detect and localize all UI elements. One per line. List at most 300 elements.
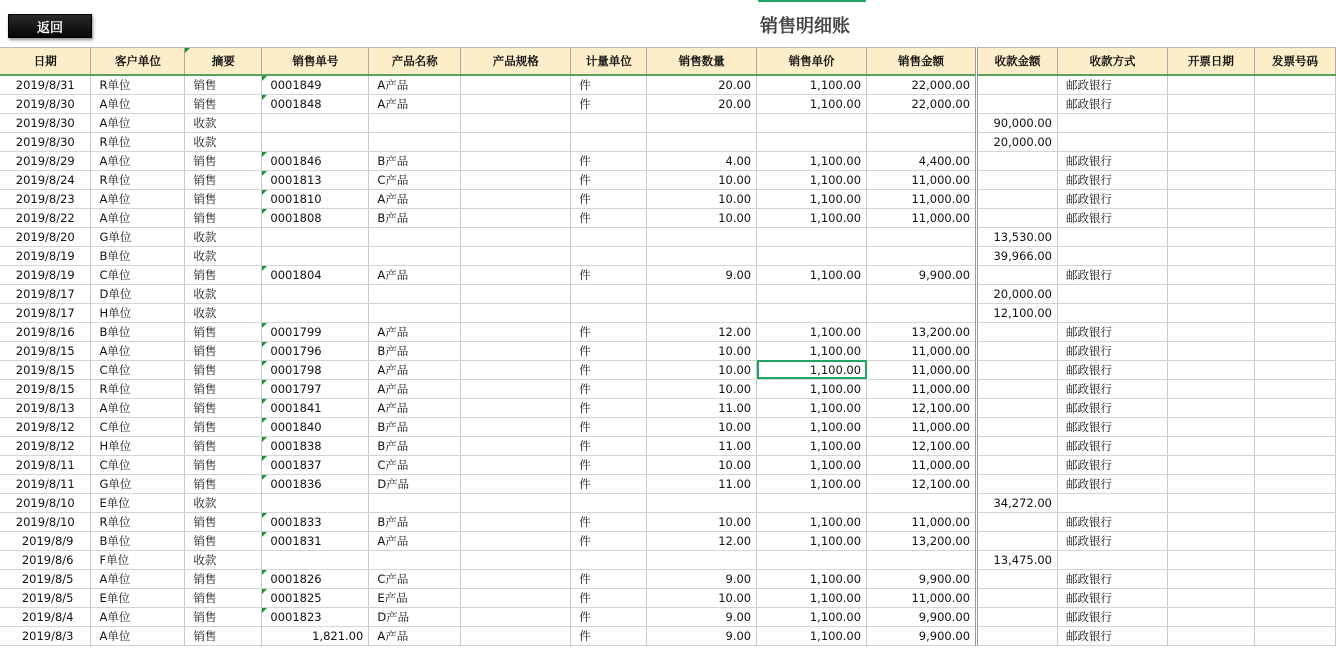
cell-date[interactable]: 2019/8/15 [0,341,91,360]
cell-unit-price[interactable] [757,493,867,512]
cell-product-spec[interactable] [461,626,571,645]
cell-unit-price[interactable]: 1,100.00 [757,417,867,436]
cell-product-name[interactable]: B产品 [369,208,461,227]
cell-payment-method[interactable] [1058,113,1168,132]
cell-product-spec[interactable] [461,436,571,455]
cell-product-name[interactable]: A产品 [369,75,461,95]
cell-quantity[interactable]: 10.00 [647,189,757,208]
cell-product-name[interactable] [369,550,461,569]
cell-unit-price[interactable]: 1,100.00 [757,151,867,170]
cell-quantity[interactable] [647,284,757,303]
cell-order-no[interactable]: 0001797 [262,379,369,398]
column-header-invoice-no[interactable]: 发票号码 [1254,48,1335,75]
cell-product-name[interactable] [369,227,461,246]
cell-quantity[interactable]: 9.00 [647,626,757,645]
cell-unit[interactable]: 件 [571,626,647,645]
cell-product-spec[interactable] [461,113,571,132]
cell-date[interactable]: 2019/8/16 [0,322,91,341]
cell-received-amount[interactable] [977,417,1058,436]
cell-summary[interactable]: 收款 [185,303,262,322]
cell-summary[interactable]: 销售 [185,360,262,379]
cell-unit-price[interactable] [757,246,867,265]
cell-product-name[interactable]: A产品 [369,626,461,645]
cell-customer[interactable]: A单位 [91,398,185,417]
cell-unit-price[interactable]: 1,100.00 [757,569,867,588]
cell-payment-method[interactable] [1058,132,1168,151]
cell-date[interactable]: 2019/8/15 [0,379,91,398]
cell-date[interactable]: 2019/8/15 [0,360,91,379]
cell-product-name[interactable]: A产品 [369,189,461,208]
cell-summary[interactable]: 收款 [185,227,262,246]
cell-amount[interactable] [867,227,977,246]
cell-invoice-date[interactable] [1167,303,1254,322]
cell-product-name[interactable] [369,303,461,322]
cell-date[interactable]: 2019/8/5 [0,569,91,588]
cell-amount[interactable]: 4,400.00 [867,151,977,170]
cell-unit-price[interactable]: 1,100.00 [757,588,867,607]
cell-product-name[interactable]: E产品 [369,588,461,607]
cell-invoice-date[interactable] [1167,455,1254,474]
cell-received-amount[interactable]: 12,100.00 [977,303,1058,322]
cell-amount[interactable] [867,493,977,512]
cell-amount[interactable]: 13,200.00 [867,531,977,550]
cell-customer[interactable]: C单位 [91,360,185,379]
cell-payment-method[interactable]: 邮政银行 [1058,588,1168,607]
cell-quantity[interactable]: 11.00 [647,474,757,493]
cell-product-spec[interactable] [461,569,571,588]
cell-unit[interactable]: 件 [571,569,647,588]
cell-summary[interactable]: 收款 [185,493,262,512]
cell-date[interactable]: 2019/8/23 [0,189,91,208]
cell-order-no[interactable]: 0001837 [262,455,369,474]
cell-received-amount[interactable]: 20,000.00 [977,284,1058,303]
cell-product-spec[interactable] [461,284,571,303]
cell-received-amount[interactable]: 13,475.00 [977,550,1058,569]
cell-product-name[interactable]: A产品 [369,322,461,341]
cell-product-spec[interactable] [461,379,571,398]
cell-unit[interactable]: 件 [571,265,647,284]
cell-quantity[interactable] [647,493,757,512]
cell-unit-price[interactable]: 1,100.00 [757,512,867,531]
cell-invoice-date[interactable] [1167,607,1254,626]
cell-product-name[interactable]: A产品 [369,265,461,284]
cell-invoice-date[interactable] [1167,398,1254,417]
cell-customer[interactable]: H单位 [91,303,185,322]
cell-unit[interactable] [571,493,647,512]
cell-order-no[interactable]: 0001799 [262,322,369,341]
cell-quantity[interactable] [647,303,757,322]
cell-invoice-date[interactable] [1167,246,1254,265]
cell-order-no[interactable]: 0001808 [262,208,369,227]
cell-product-spec[interactable] [461,170,571,189]
cell-order-no[interactable]: 0001825 [262,588,369,607]
column-header-summary[interactable]: 摘要 [185,48,262,75]
cell-payment-method[interactable] [1058,246,1168,265]
cell-unit[interactable]: 件 [571,94,647,113]
cell-unit[interactable]: 件 [571,474,647,493]
cell-quantity[interactable]: 4.00 [647,151,757,170]
cell-payment-method[interactable]: 邮政银行 [1058,474,1168,493]
cell-product-spec[interactable] [461,474,571,493]
cell-unit-price[interactable] [757,113,867,132]
cell-quantity[interactable] [647,132,757,151]
cell-invoice-no[interactable] [1254,550,1335,569]
cell-order-no[interactable] [262,284,369,303]
cell-unit[interactable] [571,132,647,151]
cell-received-amount[interactable] [977,360,1058,379]
column-header-invoice-date[interactable]: 开票日期 [1167,48,1254,75]
cell-invoice-no[interactable] [1254,113,1335,132]
cell-received-amount[interactable] [977,436,1058,455]
cell-invoice-date[interactable] [1167,151,1254,170]
cell-product-spec[interactable] [461,550,571,569]
cell-amount[interactable]: 9,900.00 [867,569,977,588]
cell-quantity[interactable]: 11.00 [647,398,757,417]
cell-amount[interactable]: 11,000.00 [867,360,977,379]
cell-unit-price[interactable]: 1,100.00 [757,341,867,360]
cell-quantity[interactable]: 10.00 [647,379,757,398]
cell-date[interactable]: 2019/8/20 [0,227,91,246]
cell-payment-method[interactable]: 邮政银行 [1058,75,1168,95]
cell-product-spec[interactable] [461,588,571,607]
cell-date[interactable]: 2019/8/19 [0,265,91,284]
cell-invoice-no[interactable] [1254,588,1335,607]
cell-invoice-no[interactable] [1254,170,1335,189]
cell-unit-price[interactable]: 1,100.00 [757,360,867,379]
cell-invoice-no[interactable] [1254,208,1335,227]
cell-product-spec[interactable] [461,132,571,151]
cell-product-name[interactable] [369,246,461,265]
cell-summary[interactable]: 销售 [185,75,262,95]
cell-product-name[interactable]: C产品 [369,455,461,474]
cell-received-amount[interactable]: 20,000.00 [977,132,1058,151]
cell-summary[interactable]: 收款 [185,132,262,151]
cell-payment-method[interactable]: 邮政银行 [1058,341,1168,360]
cell-customer[interactable]: A单位 [91,569,185,588]
cell-unit[interactable] [571,550,647,569]
cell-received-amount[interactable] [977,75,1058,95]
cell-product-name[interactable]: D产品 [369,607,461,626]
cell-summary[interactable]: 销售 [185,436,262,455]
cell-customer[interactable]: A单位 [91,113,185,132]
cell-unit[interactable] [571,227,647,246]
cell-unit[interactable] [571,246,647,265]
cell-quantity[interactable]: 10.00 [647,170,757,189]
cell-date[interactable]: 2019/8/22 [0,208,91,227]
cell-customer[interactable]: H单位 [91,436,185,455]
cell-date[interactable]: 2019/8/9 [0,531,91,550]
cell-summary[interactable]: 销售 [185,341,262,360]
cell-invoice-date[interactable] [1167,588,1254,607]
cell-customer[interactable]: A单位 [91,607,185,626]
cell-unit-price[interactable]: 1,100.00 [757,607,867,626]
cell-product-spec[interactable] [461,151,571,170]
cell-summary[interactable]: 销售 [185,474,262,493]
cell-payment-method[interactable]: 邮政银行 [1058,569,1168,588]
cell-unit-price[interactable]: 1,100.00 [757,75,867,95]
cell-invoice-no[interactable] [1254,417,1335,436]
cell-order-no[interactable]: 0001796 [262,341,369,360]
cell-received-amount[interactable] [977,512,1058,531]
cell-unit[interactable]: 件 [571,398,647,417]
cell-amount[interactable]: 9,900.00 [867,626,977,645]
cell-received-amount[interactable] [977,94,1058,113]
cell-quantity[interactable]: 9.00 [647,607,757,626]
cell-customer[interactable]: R单位 [91,170,185,189]
cell-date[interactable]: 2019/8/10 [0,493,91,512]
cell-order-no[interactable]: 0001804 [262,265,369,284]
cell-order-no[interactable] [262,246,369,265]
cell-unit-price[interactable]: 1,100.00 [757,170,867,189]
cell-invoice-date[interactable] [1167,189,1254,208]
cell-unit[interactable]: 件 [571,512,647,531]
cell-received-amount[interactable]: 90,000.00 [977,113,1058,132]
cell-summary[interactable]: 销售 [185,569,262,588]
cell-customer[interactable]: C单位 [91,265,185,284]
cell-order-no[interactable]: 0001838 [262,436,369,455]
cell-product-spec[interactable] [461,322,571,341]
cell-customer[interactable]: A单位 [91,208,185,227]
cell-amount[interactable]: 9,900.00 [867,265,977,284]
cell-order-no[interactable] [262,493,369,512]
cell-order-no[interactable]: 0001823 [262,607,369,626]
cell-amount[interactable]: 22,000.00 [867,94,977,113]
cell-invoice-date[interactable] [1167,436,1254,455]
cell-quantity[interactable] [647,113,757,132]
cell-order-no[interactable] [262,227,369,246]
cell-unit-price[interactable]: 1,100.00 [757,379,867,398]
cell-amount[interactable]: 11,000.00 [867,588,977,607]
cell-invoice-date[interactable] [1167,227,1254,246]
cell-invoice-no[interactable] [1254,75,1335,95]
cell-product-name[interactable]: B产品 [369,341,461,360]
cell-invoice-no[interactable] [1254,512,1335,531]
cell-invoice-date[interactable] [1167,113,1254,132]
cell-date[interactable]: 2019/8/6 [0,550,91,569]
cell-received-amount[interactable] [977,607,1058,626]
cell-payment-method[interactable] [1058,284,1168,303]
cell-amount[interactable]: 11,000.00 [867,208,977,227]
cell-payment-method[interactable]: 邮政银行 [1058,398,1168,417]
cell-date[interactable]: 2019/8/24 [0,170,91,189]
cell-unit[interactable] [571,113,647,132]
cell-payment-method[interactable] [1058,550,1168,569]
cell-quantity[interactable] [647,550,757,569]
cell-invoice-date[interactable] [1167,379,1254,398]
cell-summary[interactable]: 销售 [185,379,262,398]
cell-received-amount[interactable] [977,341,1058,360]
cell-summary[interactable]: 销售 [185,531,262,550]
cell-received-amount[interactable] [977,265,1058,284]
cell-quantity[interactable]: 10.00 [647,512,757,531]
cell-invoice-date[interactable] [1167,75,1254,95]
cell-received-amount[interactable] [977,455,1058,474]
cell-invoice-no[interactable] [1254,189,1335,208]
cell-invoice-date[interactable] [1167,341,1254,360]
cell-customer[interactable]: A单位 [91,151,185,170]
cell-unit-price[interactable] [757,227,867,246]
cell-customer[interactable]: A单位 [91,189,185,208]
cell-payment-method[interactable]: 邮政银行 [1058,360,1168,379]
cell-summary[interactable]: 收款 [185,284,262,303]
cell-product-name[interactable]: A产品 [369,531,461,550]
cell-date[interactable]: 2019/8/29 [0,151,91,170]
cell-quantity[interactable]: 12.00 [647,531,757,550]
cell-received-amount[interactable] [977,569,1058,588]
cell-summary[interactable]: 收款 [185,550,262,569]
column-header-product-name[interactable]: 产品名称 [369,48,461,75]
cell-product-spec[interactable] [461,455,571,474]
cell-product-spec[interactable] [461,417,571,436]
cell-payment-method[interactable]: 邮政银行 [1058,436,1168,455]
cell-date[interactable]: 2019/8/30 [0,132,91,151]
cell-product-name[interactable]: B产品 [369,417,461,436]
column-header-unit-price[interactable]: 销售单价 [757,48,867,75]
cell-unit[interactable] [571,284,647,303]
cell-invoice-no[interactable] [1254,436,1335,455]
cell-unit-price[interactable]: 1,100.00 [757,189,867,208]
cell-amount[interactable]: 12,100.00 [867,398,977,417]
cell-unit-price[interactable]: 1,100.00 [757,474,867,493]
cell-product-spec[interactable] [461,94,571,113]
cell-product-spec[interactable] [461,208,571,227]
cell-date[interactable]: 2019/8/17 [0,284,91,303]
cell-customer[interactable]: R单位 [91,379,185,398]
cell-date[interactable]: 2019/8/17 [0,303,91,322]
cell-summary[interactable]: 销售 [185,455,262,474]
cell-product-spec[interactable] [461,341,571,360]
cell-unit[interactable]: 件 [571,170,647,189]
cell-quantity[interactable]: 10.00 [647,208,757,227]
cell-customer[interactable]: R单位 [91,132,185,151]
column-header-amount[interactable]: 销售金额 [867,48,977,75]
cell-invoice-date[interactable] [1167,474,1254,493]
cell-summary[interactable]: 销售 [185,189,262,208]
cell-quantity[interactable]: 9.00 [647,569,757,588]
cell-received-amount[interactable] [977,588,1058,607]
cell-amount[interactable]: 12,100.00 [867,474,977,493]
cell-invoice-date[interactable] [1167,322,1254,341]
cell-summary[interactable]: 销售 [185,512,262,531]
cell-product-name[interactable] [369,493,461,512]
cell-unit[interactable]: 件 [571,151,647,170]
cell-quantity[interactable]: 11.00 [647,436,757,455]
cell-order-no[interactable] [262,132,369,151]
cell-unit[interactable]: 件 [571,531,647,550]
cell-product-spec[interactable] [461,303,571,322]
cell-received-amount[interactable] [977,208,1058,227]
cell-received-amount[interactable]: 13,530.00 [977,227,1058,246]
cell-summary[interactable]: 销售 [185,151,262,170]
cell-amount[interactable]: 11,000.00 [867,170,977,189]
cell-product-name[interactable]: C产品 [369,170,461,189]
cell-date[interactable]: 2019/8/19 [0,246,91,265]
cell-payment-method[interactable]: 邮政银行 [1058,170,1168,189]
cell-invoice-no[interactable] [1254,379,1335,398]
cell-unit-price[interactable] [757,284,867,303]
cell-invoice-date[interactable] [1167,94,1254,113]
cell-summary[interactable]: 销售 [185,626,262,645]
cell-amount[interactable]: 11,000.00 [867,341,977,360]
cell-invoice-date[interactable] [1167,512,1254,531]
cell-quantity[interactable]: 10.00 [647,341,757,360]
cell-invoice-no[interactable] [1254,493,1335,512]
cell-order-no[interactable] [262,303,369,322]
cell-product-name[interactable]: A产品 [369,360,461,379]
cell-amount[interactable] [867,284,977,303]
cell-summary[interactable]: 销售 [185,322,262,341]
cell-customer[interactable]: A单位 [91,341,185,360]
cell-invoice-date[interactable] [1167,626,1254,645]
cell-invoice-no[interactable] [1254,455,1335,474]
cell-received-amount[interactable] [977,398,1058,417]
cell-summary[interactable]: 销售 [185,265,262,284]
cell-amount[interactable] [867,550,977,569]
cell-product-name[interactable]: C产品 [369,569,461,588]
cell-payment-method[interactable]: 邮政银行 [1058,322,1168,341]
cell-quantity[interactable] [647,227,757,246]
column-header-date[interactable]: 日期 [0,48,91,75]
cell-customer[interactable]: A单位 [91,94,185,113]
cell-product-spec[interactable] [461,607,571,626]
cell-unit-price[interactable]: 1,100.00 [757,531,867,550]
cell-payment-method[interactable] [1058,227,1168,246]
cell-quantity[interactable]: 10.00 [647,360,757,379]
cell-order-no[interactable]: 0001813 [262,170,369,189]
cell-payment-method[interactable]: 邮政银行 [1058,265,1168,284]
cell-unit-price[interactable]: 1,100.00 [757,265,867,284]
cell-date[interactable]: 2019/8/31 [0,75,91,95]
cell-summary[interactable]: 销售 [185,170,262,189]
cell-order-no[interactable]: 0001798 [262,360,369,379]
cell-payment-method[interactable] [1058,493,1168,512]
cell-date[interactable]: 2019/8/11 [0,455,91,474]
cell-invoice-no[interactable] [1254,398,1335,417]
cell-received-amount[interactable] [977,531,1058,550]
cell-invoice-no[interactable] [1254,360,1335,379]
cell-invoice-no[interactable] [1254,303,1335,322]
cell-date[interactable]: 2019/8/30 [0,94,91,113]
cell-customer[interactable]: R单位 [91,512,185,531]
cell-received-amount[interactable]: 34,272.00 [977,493,1058,512]
cell-invoice-no[interactable] [1254,531,1335,550]
cell-product-name[interactable]: A产品 [369,94,461,113]
cell-customer[interactable]: C单位 [91,417,185,436]
cell-invoice-no[interactable] [1254,151,1335,170]
cell-unit-price[interactable] [757,303,867,322]
cell-order-no[interactable]: 0001833 [262,512,369,531]
column-header-order-no[interactable]: 销售单号 [262,48,369,75]
cell-customer[interactable]: G单位 [91,227,185,246]
cell-product-spec[interactable] [461,531,571,550]
cell-product-spec[interactable] [461,360,571,379]
cell-invoice-no[interactable] [1254,132,1335,151]
cell-unit[interactable]: 件 [571,360,647,379]
cell-date[interactable]: 2019/8/4 [0,607,91,626]
cell-customer[interactable]: E单位 [91,588,185,607]
cell-invoice-date[interactable] [1167,284,1254,303]
cell-quantity[interactable]: 10.00 [647,455,757,474]
cell-product-spec[interactable] [461,246,571,265]
cell-order-no[interactable]: 0001848 [262,94,369,113]
column-header-quantity[interactable]: 销售数量 [647,48,757,75]
cell-unit[interactable]: 件 [571,417,647,436]
cell-invoice-no[interactable] [1254,94,1335,113]
cell-received-amount[interactable] [977,189,1058,208]
cell-date[interactable]: 2019/8/5 [0,588,91,607]
cell-unit[interactable]: 件 [571,455,647,474]
column-header-received-amount[interactable]: 收款金额 [977,48,1058,75]
